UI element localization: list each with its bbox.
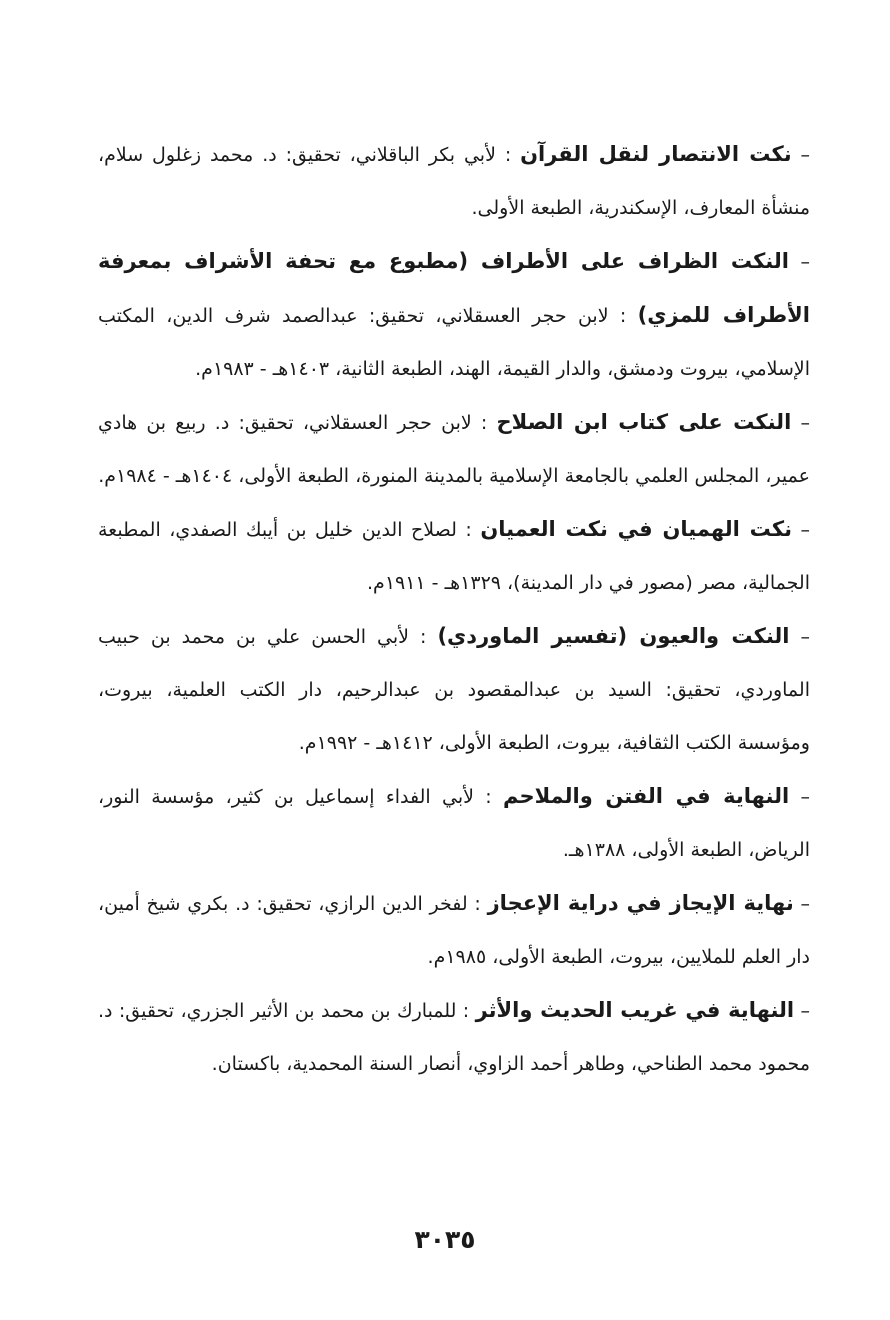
entry-title: نكت الانتصار لنقل القرآن xyxy=(520,142,792,166)
entry-body: : لابن حجر العسقلاني، تحقيق: د. ربيع بن هادي عمير، المجلس العلمي بالجامعة الإسلامية بالمدينة المنورة، الطبعة الأولى، ١٤٠٤هـ - ١٩٨٤م. xyxy=(98,412,810,487)
entry-title: نكت الهميان في نكت العميان xyxy=(480,517,792,541)
entry-title: النكت والعيون (تفسير الماوردي) xyxy=(437,624,790,648)
entry-title: النكت على كتاب ابن الصلاح xyxy=(496,410,792,434)
entry-body: : لفخر الدين الرازي، تحقيق: د. بكري شيخ أمين، دار العلم للملايين، بيروت، الطبعة الأولى، ١٩٨٥م. xyxy=(98,893,810,968)
page-number: ٣٠٣٥ xyxy=(414,1225,476,1254)
entry-body: : لصلاح الدين خليل بن أيبك الصفدي، المطبعة الجمالية، مصر (مصور في دار المدينة)، ١٣٢٩هـ - ١٩١١م. xyxy=(98,519,810,594)
entry-body: : للمبارك بن محمد بن الأثير الجزري، تحقيق: د. محمود محمد الطناحي، وطاهر أحمد الزاوي، أنصار السنة المحمدية، باكستان. xyxy=(98,1000,810,1075)
entry-dash: – xyxy=(788,251,810,273)
bibliography-entry xyxy=(98,235,810,396)
entry-dash: – xyxy=(794,1000,811,1022)
entry-title: النهاية في الفتن والملاحم xyxy=(502,784,790,808)
entry-dash: – xyxy=(793,893,810,915)
entry-title: النهاية في غريب الحديث والأثر xyxy=(475,998,795,1022)
entry-dash: – xyxy=(789,626,810,648)
entry-dash: – xyxy=(791,144,810,166)
bibliography-page xyxy=(98,128,810,1091)
entry-body: : لأبي الفداء إسماعيل بن كثير، مؤسسة النور، الرياض، الطبعة الأولى، ١٣٨٨هـ. xyxy=(98,786,810,861)
entry-title: نهاية الإيجاز في دراية الإعجاز xyxy=(487,891,794,915)
entry-dash: – xyxy=(789,786,810,808)
entry-body: : لأبي الحسن علي بن محمد بن حبيب الماوردي، تحقيق: السيد بن عبدالمقصود بن عبدالرحيم، دار الكتب العلمية، بيروت، ومؤسسة الكتب الثقافية، بيروت، الطبعة الأولى، ١٤١٢هـ - ١٩٩٢م. xyxy=(98,626,810,754)
bibliography-entry xyxy=(98,128,810,235)
entry-body: : لأبي بكر الباقلاني، تحقيق: د. محمد زغلول سلام، منشأة المعارف، الإسكندرية، الطبعة الأولى. xyxy=(98,144,810,219)
bibliography-entry xyxy=(98,610,810,770)
bibliography-entry xyxy=(98,396,810,503)
bibliography-entry xyxy=(98,984,810,1091)
bibliography-entry xyxy=(98,503,810,610)
bibliography-entry xyxy=(98,877,810,984)
bibliography-entry xyxy=(98,770,810,877)
entry-dash: – xyxy=(791,412,810,434)
entry-title: النكت الظراف على الأطراف (مطبوع مع تحفة الأشراف بمعرفة الأطراف للمزي) xyxy=(98,249,811,327)
entry-body: : لابن حجر العسقلاني، تحقيق: عبدالصمد شرف الدين، المكتب الإسلامي، بيروت ودمشق، والدار القيمة، الهند، الطبعة الثانية، ١٤٠٣هـ - ١٩٨٣م. xyxy=(98,305,810,380)
entry-dash: – xyxy=(791,519,811,541)
